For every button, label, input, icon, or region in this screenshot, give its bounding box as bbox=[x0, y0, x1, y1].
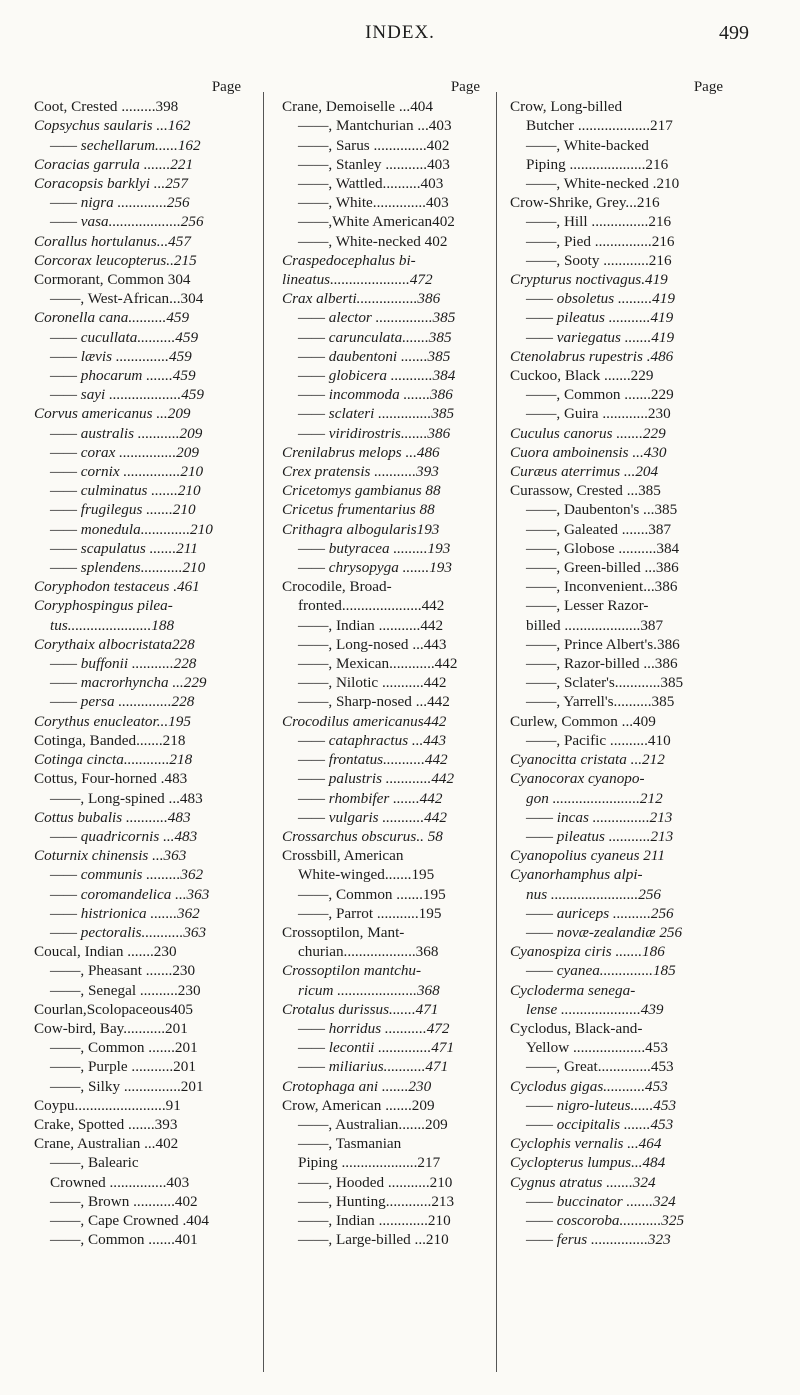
index-entry: ——, Brown ...........402 bbox=[50, 1192, 198, 1210]
index-entry: White-winged.......195 bbox=[298, 866, 435, 884]
index-entry: —— butyracea .........193 bbox=[298, 539, 451, 557]
index-entry: ——, Pacific ..........410 bbox=[526, 731, 671, 749]
index-entry: —— quadricornis ...483 bbox=[50, 827, 198, 845]
page-title: INDEX. bbox=[365, 22, 435, 43]
index-entry: —— vasa...................256 bbox=[50, 213, 204, 231]
index-entry: Curassow, Crested ...385 bbox=[510, 482, 661, 500]
index-entry: ——, White-backed bbox=[526, 136, 649, 154]
index-entry: ——, Mexican............442 bbox=[298, 655, 458, 673]
index-entry: —— lecontii ..............471 bbox=[298, 1039, 455, 1057]
index-entry: Coypu........................91 bbox=[34, 1096, 181, 1114]
index-entry: —— cyanea..............185 bbox=[526, 962, 676, 980]
index-entry: ——, Pheasant .......230 bbox=[50, 962, 196, 980]
index-entry: Crossoptilon, Mant- bbox=[282, 923, 405, 941]
index-entry: —— novæ-zealandiæ 256 bbox=[526, 923, 683, 941]
index-entry: ——, Senegal ..........230 bbox=[50, 981, 201, 999]
index-entry: Corcorax leucopterus..215 bbox=[34, 251, 197, 269]
index-entry: ——, Common .......195 bbox=[298, 885, 446, 903]
index-entry: ——, Cape Crowned .404 bbox=[50, 1211, 210, 1229]
index-entry: —— coromandelica ...363 bbox=[50, 885, 210, 903]
index-entry: ——, Hooded ...........210 bbox=[298, 1173, 453, 1191]
index-entry: Crotophaga ani .......230 bbox=[282, 1077, 432, 1095]
index-column-1 bbox=[34, 78, 241, 1249]
index-entry: Coryphodon testaceus .461 bbox=[34, 578, 200, 596]
index-entry: ——, Yarrell's..........385 bbox=[526, 693, 675, 711]
index-entry: —— nigra .............256 bbox=[50, 194, 190, 212]
index-entry: Coracias garrula .......221 bbox=[34, 155, 194, 173]
index-entry: ——, Guira ............230 bbox=[526, 405, 671, 423]
index-entry: Cyanocorax cyanopo- bbox=[510, 770, 645, 788]
index-entry: ——, Large-billed ...210 bbox=[298, 1231, 449, 1249]
index-entry: —— scapulatus .......211 bbox=[50, 539, 198, 557]
index-entry: —— sclateri ..............385 bbox=[298, 405, 455, 423]
index-entry: —— auriceps ..........256 bbox=[526, 904, 674, 922]
index-entry: nus .......................256 bbox=[526, 885, 662, 903]
index-entry: Crow-Shrike, Grey...216 bbox=[510, 194, 660, 212]
index-entry: —— occipitalis .......453 bbox=[526, 1115, 674, 1133]
index-entry: Crenilabrus melops ...486 bbox=[282, 443, 440, 461]
column-page-heading: Page bbox=[211, 79, 241, 95]
index-entry: —— cornix ...............210 bbox=[50, 463, 204, 481]
index-entry: ——, Wattled..........403 bbox=[298, 175, 444, 192]
index-entry: —— buccinator .......324 bbox=[526, 1192, 676, 1210]
index-entry: Cuora amboinensis ...430 bbox=[510, 443, 667, 461]
index-entry: ——, Sarus ..............402 bbox=[298, 136, 450, 154]
index-entry: —— frontatus...........442 bbox=[298, 751, 448, 769]
index-entry: ——, Galeated .......387 bbox=[526, 520, 672, 538]
index-entry: —— horridus ...........472 bbox=[298, 1019, 450, 1037]
index-entry: lense .....................439 bbox=[526, 1000, 664, 1018]
index-entry: —— viridirostris.......386 bbox=[298, 424, 451, 442]
index-entry: Coucal, Indian .......230 bbox=[34, 943, 177, 961]
index-entry: Cotinga, Banded.......218 bbox=[34, 731, 186, 749]
index-entry: ricum .....................368 bbox=[298, 981, 440, 999]
index-entry: —— phocarum .......459 bbox=[50, 367, 196, 385]
index-entry: Courlan,Scolopaceous405 bbox=[34, 1000, 194, 1018]
index-entry: ——, West-African...304 bbox=[50, 290, 204, 308]
index-entry: Cyanorhamphus alpi- bbox=[510, 866, 643, 884]
index-entry: Coot, Crested .........398 bbox=[34, 98, 179, 116]
index-entry: Craspedocephalus bi- bbox=[282, 251, 416, 269]
index-entry: —— corax ...............209 bbox=[50, 443, 199, 461]
index-entry: —— lævis ..............459 bbox=[50, 347, 192, 365]
index-entry: lineatus.....................472 bbox=[282, 271, 433, 289]
index-column-3 bbox=[510, 78, 723, 1249]
index-entry: ——, Pied ...............216 bbox=[526, 232, 675, 250]
index-entry: ——, Common .......201 bbox=[50, 1039, 198, 1057]
index-entry: ——, Hunting............213 bbox=[298, 1192, 455, 1210]
index-entry: —— australis ...........209 bbox=[50, 424, 203, 442]
index-entry: Cow-bird, Bay...........201 bbox=[34, 1019, 188, 1037]
index-entry: Corythus enucleator...195 bbox=[34, 712, 191, 730]
index-entry: Cricetus frumentarius 88 bbox=[282, 501, 435, 519]
index-entry: Corythaix albocristata228 bbox=[34, 635, 195, 653]
index-entry: —— vulgaris ...........442 bbox=[298, 808, 447, 826]
index-entry: Cormorant, Common 304 bbox=[34, 271, 191, 289]
index-entry: tus......................188 bbox=[50, 616, 175, 634]
index-entry: —— persa ..............228 bbox=[50, 693, 195, 711]
index-entry: Cyanospiza ciris .......186 bbox=[510, 943, 665, 961]
index-entry: Crake, Spotted .......393 bbox=[34, 1115, 178, 1133]
index-entry: —— buffonii ...........228 bbox=[50, 655, 197, 673]
index-entry: —— daubentoni .......385 bbox=[298, 347, 451, 365]
index-entry: ——, Indian ...........442 bbox=[298, 616, 444, 634]
index-entry: ——, Nilotic ...........442 bbox=[298, 674, 447, 692]
index-entry: ——, Stanley ...........403 bbox=[298, 155, 450, 173]
index-entry: Yellow ...................453 bbox=[526, 1039, 668, 1057]
index-entry: —— frugilegus .......210 bbox=[50, 501, 196, 519]
index-entry: —— pileatus ...........213 bbox=[526, 827, 674, 845]
index-entry: Cuckoo, Black .......229 bbox=[510, 367, 654, 385]
index-entry: —— pileatus ...........419 bbox=[526, 309, 674, 327]
index-entry: Piping ....................216 bbox=[526, 155, 669, 173]
index-entry: —— histrionica .......362 bbox=[50, 904, 200, 922]
index-entry: Cyclodus gigas...........453 bbox=[510, 1077, 668, 1095]
index-entry: ——, Australian.......209 bbox=[298, 1115, 448, 1133]
index-entry: ——, Globose ..........384 bbox=[526, 539, 680, 557]
index-entry: fronted.....................442 bbox=[298, 597, 445, 615]
index-entry: —— culminatus .......210 bbox=[50, 482, 201, 500]
index-column-2 bbox=[282, 78, 480, 1249]
index-entry: billed ....................387 bbox=[526, 616, 664, 634]
column-page-heading: Page bbox=[450, 79, 480, 95]
index-entry: Cotinga cincta............218 bbox=[34, 751, 193, 769]
index-entry: ——, Daubenton's ...385 bbox=[526, 501, 678, 519]
index-entry: —— alector ...............385 bbox=[298, 309, 456, 327]
index-entry: ——, Hill ...............216 bbox=[526, 213, 672, 231]
index-entry: ——, White-necked 402 bbox=[298, 232, 448, 250]
index-entry: Copsychus saularis ...162 bbox=[34, 117, 191, 135]
index-entry: Crex pratensis ...........393 bbox=[282, 463, 439, 481]
index-entry: ——, Sooty ............216 bbox=[526, 251, 672, 269]
index-entry: Crocodilus americanus442 bbox=[282, 712, 447, 730]
index-entry: Butcher ...................217 bbox=[526, 117, 673, 135]
index-entry: Crane, Demoiselle ...404 bbox=[282, 98, 433, 116]
column-divider-1 bbox=[263, 92, 264, 1372]
index-entry: —— miliarius...........471 bbox=[298, 1058, 449, 1076]
index-entry: Cyanopolius cyaneus 211 bbox=[510, 847, 665, 865]
index-entry: —— cucullata..........459 bbox=[50, 328, 199, 346]
index-entry: ——, Razor-billed ...386 bbox=[526, 655, 678, 673]
column-divider-2 bbox=[496, 92, 497, 1372]
index-entry: —— chrysopyga .......193 bbox=[298, 559, 452, 577]
index-entry: —— monedula.............210 bbox=[50, 520, 213, 538]
index-entry: Crax alberti................386 bbox=[282, 290, 441, 308]
index-entry: ——, Common .......401 bbox=[50, 1231, 198, 1249]
index-entry: ——, Green-billed ...386 bbox=[526, 559, 679, 577]
page-number: 499 bbox=[719, 22, 749, 44]
index-entry: ——, Parrot ...........195 bbox=[298, 904, 442, 922]
column-page-heading: Page bbox=[693, 79, 723, 95]
index-entry: Cottus, Four-horned .483 bbox=[34, 770, 188, 788]
index-entry: ——, White..............403 bbox=[298, 194, 449, 212]
index-entry: —— incas ...............213 bbox=[526, 808, 673, 826]
index-entry: —— incommoda .......386 bbox=[298, 386, 453, 404]
index-entry: ——, Tasmanian bbox=[298, 1135, 402, 1153]
index-entry: —— globicera ...........384 bbox=[298, 367, 456, 385]
index-entry: —— palustris ............442 bbox=[298, 770, 455, 788]
page-header bbox=[0, 22, 800, 52]
index-entry: —— macrorhyncha ...229 bbox=[50, 674, 207, 692]
index-entry: Crotalus durissus.......471 bbox=[282, 1000, 439, 1018]
index-entry: ——, Silky ...............201 bbox=[50, 1077, 204, 1095]
index-entry: Coryphospingus pilea- bbox=[34, 597, 173, 615]
index-entry: gon .......................212 bbox=[526, 789, 663, 807]
index-entry: Crocodile, Broad- bbox=[282, 578, 392, 596]
index-entry: —— carunculata.......385 bbox=[298, 328, 452, 346]
index-entry: —— communis .........362 bbox=[50, 866, 204, 884]
index-entry: Cyanocitta cristata ...212 bbox=[510, 751, 665, 769]
index-entry: Cyclodus, Black-and- bbox=[510, 1019, 643, 1037]
index-entry: —— sechellarum......162 bbox=[50, 136, 201, 154]
index-entry: Corallus hortulanus...457 bbox=[34, 232, 191, 250]
index-entry: Cyclophis vernalis ...464 bbox=[510, 1135, 662, 1153]
index-entry: churian...................368 bbox=[298, 943, 439, 961]
index-entry: Crypturus noctivagus.419 bbox=[510, 271, 668, 289]
index-entry: Cygnus atratus .......324 bbox=[510, 1173, 656, 1191]
index-entry: Crane, Australian ...402 bbox=[34, 1135, 179, 1153]
index-entry: ——, Purple ...........201 bbox=[50, 1058, 196, 1076]
index-entry: ——, Great..............453 bbox=[526, 1058, 674, 1076]
index-entry: Cyclopterus lumpus...484 bbox=[510, 1154, 666, 1172]
index-entry: Corvus americanus ...209 bbox=[34, 405, 191, 423]
index-entry: ——,White American402 bbox=[298, 213, 455, 231]
index-entry: ——, Long-nosed ...443 bbox=[298, 635, 447, 653]
index-entry: —— splendens...........210 bbox=[50, 559, 206, 577]
index-entry: ——, Prince Albert's.386 bbox=[526, 635, 680, 653]
index-entry: ——, Sclater's............385 bbox=[526, 674, 684, 692]
index-entry: Crossarchus obscurus.. 58 bbox=[282, 827, 443, 845]
index-entry: Crithagra albogularis193 bbox=[282, 520, 440, 538]
index-entry: Cottus bubalis ...........483 bbox=[34, 808, 191, 826]
index-entry: Curlew, Common ...409 bbox=[510, 712, 656, 730]
index-entry: ——, White-necked .210 bbox=[526, 175, 680, 192]
index-entry: ——, Sharp-nosed ...442 bbox=[298, 693, 450, 711]
index-entry: —— pectoralis...........363 bbox=[50, 923, 207, 941]
index-entry: ——, Long-spined ...483 bbox=[50, 789, 203, 807]
index-entry: —— sayi ...................459 bbox=[50, 386, 204, 404]
index-entry: Ctenolabrus rupestris .486 bbox=[510, 347, 674, 365]
index-entry: ——, Balearic bbox=[50, 1154, 139, 1172]
index-entry: Coturnix chinensis ...363 bbox=[34, 847, 187, 865]
index-entry: —— variegatus .......419 bbox=[526, 328, 675, 346]
index-entry: Curæus aterrimus ...204 bbox=[510, 463, 659, 481]
index-entry: ——, Lesser Razor- bbox=[526, 597, 649, 615]
index-entry: Crowned ...............403 bbox=[50, 1173, 190, 1191]
index-entry: Crossoptilon mantchu- bbox=[282, 962, 422, 980]
index-entry: —— coscoroba...........325 bbox=[526, 1211, 685, 1229]
index-entry: ——, Mantchurian ...403 bbox=[298, 117, 452, 135]
index-entry: ——, Indian .............210 bbox=[298, 1211, 451, 1229]
index-entry: Cricetomys gambianus 88 bbox=[282, 482, 441, 500]
index-entry: Cycloderma senega- bbox=[510, 981, 636, 999]
index-entry: Coracopsis barklyi ...257 bbox=[34, 175, 188, 192]
index-entry: ——, Common .......229 bbox=[526, 386, 674, 404]
index-entry: —— cataphractus ...443 bbox=[298, 731, 447, 749]
index-entry: Crossbill, American bbox=[282, 847, 404, 865]
index-entry: —— obsoletus .........419 bbox=[526, 290, 675, 308]
index-entry: Crow, American .......209 bbox=[282, 1096, 435, 1114]
index-entry: ——, Inconvenient...386 bbox=[526, 578, 678, 596]
index-entry: Cuculus canorus .......229 bbox=[510, 424, 666, 442]
index-entry: Crow, Long-billed bbox=[510, 98, 623, 116]
index-entry: —— ferus ...............323 bbox=[526, 1231, 671, 1249]
index-entry: Coronella cana..........459 bbox=[34, 309, 190, 327]
index-entry: —— rhombifer .......442 bbox=[298, 789, 443, 807]
index-entry: —— nigro-luteus......453 bbox=[526, 1096, 677, 1114]
index-entry: Piping ....................217 bbox=[298, 1154, 441, 1172]
